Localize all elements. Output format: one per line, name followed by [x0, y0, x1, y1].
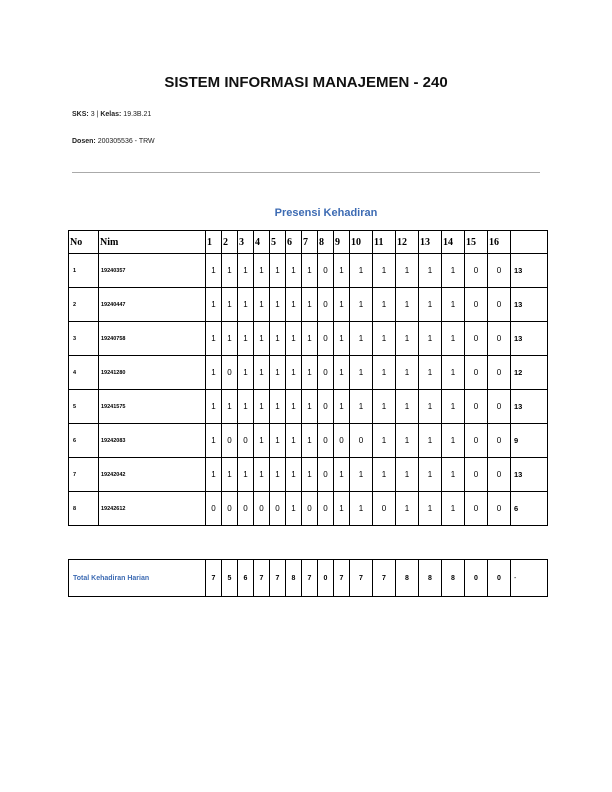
row-number: 2: [69, 288, 99, 322]
attendance-cell: 1: [286, 458, 302, 492]
daily-total-cell: 8: [419, 560, 442, 597]
header-meeting: 3: [238, 231, 254, 254]
attendance-cell: 0: [465, 424, 488, 458]
attendance-cell: 1: [286, 492, 302, 526]
attendance-cell: 1: [373, 390, 396, 424]
attendance-cell: 1: [442, 288, 465, 322]
attendance-cell: 1: [396, 254, 419, 288]
totals-label: Total Kehadiran Harian: [69, 560, 206, 597]
attendance-table: [68, 230, 548, 526]
header-meeting: 6: [286, 231, 302, 254]
attendance-cell: 0: [465, 492, 488, 526]
attendance-cell: 0: [488, 254, 511, 288]
student-total: 9: [511, 424, 548, 458]
table-row: [69, 254, 548, 288]
attendance-cell: 1: [270, 356, 286, 390]
row-number: 4: [69, 356, 99, 390]
attendance-cell: 1: [302, 356, 318, 390]
attendance-cell: 1: [270, 254, 286, 288]
attendance-cell: 1: [302, 254, 318, 288]
attendance-cell: 0: [465, 458, 488, 492]
header-meeting: 2: [222, 231, 238, 254]
attendance-cell: 0: [318, 288, 334, 322]
student-total: 13: [511, 254, 548, 288]
attendance-cell: 0: [465, 254, 488, 288]
kelas-label: Kelas:: [100, 111, 122, 118]
attendance-cell: 1: [373, 322, 396, 356]
attendance-cell: 1: [350, 322, 373, 356]
attendance-cell: 1: [222, 458, 238, 492]
daily-total-cell: 8: [286, 560, 302, 597]
student-total: 13: [511, 390, 548, 424]
header-meeting: 12: [396, 231, 419, 254]
document-title: SISTEM INFORMASI MANAJEMEN - 240: [164, 74, 448, 91]
attendance-cell: 1: [286, 288, 302, 322]
table-row: [69, 322, 548, 356]
attendance-cell: 0: [270, 492, 286, 526]
attendance-cell: 1: [302, 322, 318, 356]
header-meeting: 4: [254, 231, 270, 254]
daily-total-cell: 7: [206, 560, 222, 597]
attendance-cell: 1: [442, 458, 465, 492]
student-total: 12: [511, 356, 548, 390]
attendance-cell: 1: [270, 322, 286, 356]
header-meeting: 7: [302, 231, 318, 254]
attendance-cell: 1: [270, 390, 286, 424]
attendance-cell: 0: [318, 390, 334, 424]
attendance-cell: 1: [419, 458, 442, 492]
table-row: [69, 356, 548, 390]
attendance-cell: 1: [302, 424, 318, 458]
student-nim: 19242042: [99, 458, 206, 492]
attendance-cell: 1: [206, 458, 222, 492]
attendance-cell: 1: [350, 492, 373, 526]
row-number: 5: [69, 390, 99, 424]
row-number: 1: [69, 254, 99, 288]
header-meeting: 9: [334, 231, 350, 254]
header-total: [511, 231, 548, 254]
attendance-cell: 1: [396, 458, 419, 492]
attendance-cell: 0: [465, 288, 488, 322]
attendance-cell: 1: [396, 492, 419, 526]
row-number: 3: [69, 322, 99, 356]
attendance-cell: 1: [350, 390, 373, 424]
attendance-cell: 1: [373, 288, 396, 322]
header-meeting: 13: [419, 231, 442, 254]
attendance-cell: 0: [488, 356, 511, 390]
attendance-cell: 1: [302, 390, 318, 424]
attendance-cell: 1: [419, 390, 442, 424]
daily-total-cell: 0: [488, 560, 511, 597]
attendance-cell: 1: [206, 254, 222, 288]
attendance-cell: 0: [222, 424, 238, 458]
attendance-cell: 1: [396, 322, 419, 356]
attendance-cell: 1: [286, 322, 302, 356]
attendance-cell: 0: [350, 424, 373, 458]
daily-total-cell: 7: [350, 560, 373, 597]
student-nim: 19240447: [99, 288, 206, 322]
attendance-cell: 1: [442, 254, 465, 288]
attendance-cell: 0: [222, 356, 238, 390]
attendance-cell: 0: [254, 492, 270, 526]
header-nim: Nim: [99, 231, 206, 254]
header-meeting: 10: [350, 231, 373, 254]
student-total: 13: [511, 322, 548, 356]
header-meeting: 14: [442, 231, 465, 254]
table-row: [69, 458, 548, 492]
info-separator: |: [96, 111, 99, 118]
row-number: 6: [69, 424, 99, 458]
attendance-cell: 1: [334, 356, 350, 390]
attendance-cell: 1: [254, 424, 270, 458]
attendance-cell: 0: [302, 492, 318, 526]
attendance-cell: 1: [350, 458, 373, 492]
student-total: 6: [511, 492, 548, 526]
attendance-cell: 0: [465, 390, 488, 424]
attendance-cell: 1: [222, 288, 238, 322]
attendance-cell: 1: [350, 254, 373, 288]
header-meeting: 1: [206, 231, 222, 254]
student-total: 13: [511, 458, 548, 492]
attendance-cell: 1: [238, 458, 254, 492]
totals-table: [68, 559, 548, 597]
attendance-cell: 0: [206, 492, 222, 526]
attendance-cell: 1: [222, 390, 238, 424]
daily-total-cell: 8: [396, 560, 419, 597]
attendance-cell: 1: [286, 254, 302, 288]
daily-total-cell: 7: [302, 560, 318, 597]
table-header-row: [69, 231, 548, 254]
attendance-cell: 0: [334, 424, 350, 458]
attendance-cell: 1: [334, 390, 350, 424]
row-number: 8: [69, 492, 99, 526]
lecturer-info-line: [72, 138, 155, 145]
attendance-cell: 1: [442, 356, 465, 390]
sks-value: 3: [90, 111, 95, 118]
attendance-cell: 0: [222, 492, 238, 526]
attendance-cell: 0: [488, 458, 511, 492]
kelas-value: 19.3B.21: [123, 111, 152, 118]
attendance-cell: 0: [488, 390, 511, 424]
table-row: [69, 288, 548, 322]
attendance-cell: 0: [318, 356, 334, 390]
table-row: [69, 424, 548, 458]
attendance-cell: 1: [206, 322, 222, 356]
attendance-cell: 1: [442, 322, 465, 356]
attendance-cell: 1: [238, 254, 254, 288]
attendance-cell: 1: [419, 424, 442, 458]
student-nim: 19240357: [99, 254, 206, 288]
student-nim: 19241575: [99, 390, 206, 424]
header-meeting: 11: [373, 231, 396, 254]
attendance-cell: 1: [373, 356, 396, 390]
attendance-cell: 1: [254, 390, 270, 424]
attendance-cell: 0: [318, 322, 334, 356]
divider: [72, 172, 540, 173]
attendance-cell: 1: [334, 492, 350, 526]
attendance-cell: 1: [302, 458, 318, 492]
attendance-cell: 1: [373, 458, 396, 492]
table-row: [69, 390, 548, 424]
header-meeting: 15: [465, 231, 488, 254]
daily-total-cell: 7: [373, 560, 396, 597]
attendance-cell: 1: [286, 390, 302, 424]
attendance-cell: 1: [350, 356, 373, 390]
attendance-cell: 1: [206, 356, 222, 390]
attendance-cell: 1: [419, 322, 442, 356]
attendance-cell: 0: [465, 356, 488, 390]
attendance-cell: 1: [419, 492, 442, 526]
attendance-cell: 1: [270, 424, 286, 458]
attendance-cell: 1: [286, 424, 302, 458]
attendance-cell: 1: [286, 356, 302, 390]
attendance-cell: 1: [334, 288, 350, 322]
attendance-cell: 1: [238, 288, 254, 322]
attendance-cell: 0: [238, 424, 254, 458]
daily-total-cell: 0: [465, 560, 488, 597]
sks-label: SKS:: [72, 111, 89, 118]
attendance-cell: 1: [350, 288, 373, 322]
totals-row: [69, 560, 548, 597]
attendance-cell: 0: [373, 492, 396, 526]
daily-total-cell: 5: [222, 560, 238, 597]
attendance-cell: 1: [396, 356, 419, 390]
header-meeting: 8: [318, 231, 334, 254]
section-title: Presensi Kehadiran: [274, 207, 378, 219]
daily-total-cell: 7: [254, 560, 270, 597]
attendance-cell: 1: [270, 288, 286, 322]
student-nim: 19240758: [99, 322, 206, 356]
daily-total-cell: 7: [334, 560, 350, 597]
student-nim: 19242083: [99, 424, 206, 458]
attendance-cell: 1: [254, 356, 270, 390]
student-nim: 19242612: [99, 492, 206, 526]
attendance-cell: 0: [238, 492, 254, 526]
attendance-cell: 1: [373, 254, 396, 288]
attendance-cell: 1: [222, 322, 238, 356]
attendance-cell: 1: [206, 390, 222, 424]
attendance-cell: 1: [254, 288, 270, 322]
attendance-cell: 1: [334, 458, 350, 492]
attendance-cell: 1: [334, 254, 350, 288]
dosen-label: Dosen:: [72, 138, 96, 145]
attendance-cell: 1: [419, 254, 442, 288]
header-meeting: 5: [270, 231, 286, 254]
attendance-cell: 1: [238, 322, 254, 356]
daily-total-cell: 8: [442, 560, 465, 597]
attendance-cell: 1: [222, 254, 238, 288]
attendance-cell: 1: [238, 356, 254, 390]
student-total: 13: [511, 288, 548, 322]
attendance-cell: 1: [419, 356, 442, 390]
attendance-cell: 1: [419, 288, 442, 322]
attendance-cell: 1: [396, 424, 419, 458]
attendance-cell: 1: [396, 390, 419, 424]
attendance-cell: 1: [270, 458, 286, 492]
attendance-cell: 1: [442, 390, 465, 424]
attendance-cell: 0: [318, 492, 334, 526]
attendance-cell: 1: [396, 288, 419, 322]
attendance-cell: 1: [206, 288, 222, 322]
daily-total-cell: 6: [238, 560, 254, 597]
attendance-cell: 0: [318, 458, 334, 492]
attendance-cell: 0: [465, 322, 488, 356]
attendance-cell: 1: [334, 322, 350, 356]
student-nim: 19241280: [99, 356, 206, 390]
attendance-cell: 0: [488, 288, 511, 322]
attendance-cell: 0: [488, 424, 511, 458]
header-meeting: 16: [488, 231, 511, 254]
attendance-cell: 1: [254, 254, 270, 288]
attendance-cell: 0: [318, 424, 334, 458]
attendance-cell: 0: [488, 322, 511, 356]
attendance-cell: 0: [488, 492, 511, 526]
attendance-cell: 1: [373, 424, 396, 458]
table-row: [69, 492, 548, 526]
attendance-cell: 1: [442, 492, 465, 526]
row-number: 7: [69, 458, 99, 492]
daily-total-cell: 0: [318, 560, 334, 597]
dosen-value: 200305536 - TRW: [97, 138, 155, 145]
attendance-cell: 1: [206, 424, 222, 458]
grand-total-cell: -: [511, 560, 548, 597]
daily-total-cell: 7: [270, 560, 286, 597]
attendance-cell: 0: [318, 254, 334, 288]
attendance-cell: 1: [254, 322, 270, 356]
attendance-cell: 1: [442, 424, 465, 458]
attendance-cell: 1: [254, 458, 270, 492]
attendance-cell: 1: [238, 390, 254, 424]
header-no: No: [69, 231, 99, 254]
attendance-cell: 1: [302, 288, 318, 322]
course-info-line: [72, 111, 151, 118]
